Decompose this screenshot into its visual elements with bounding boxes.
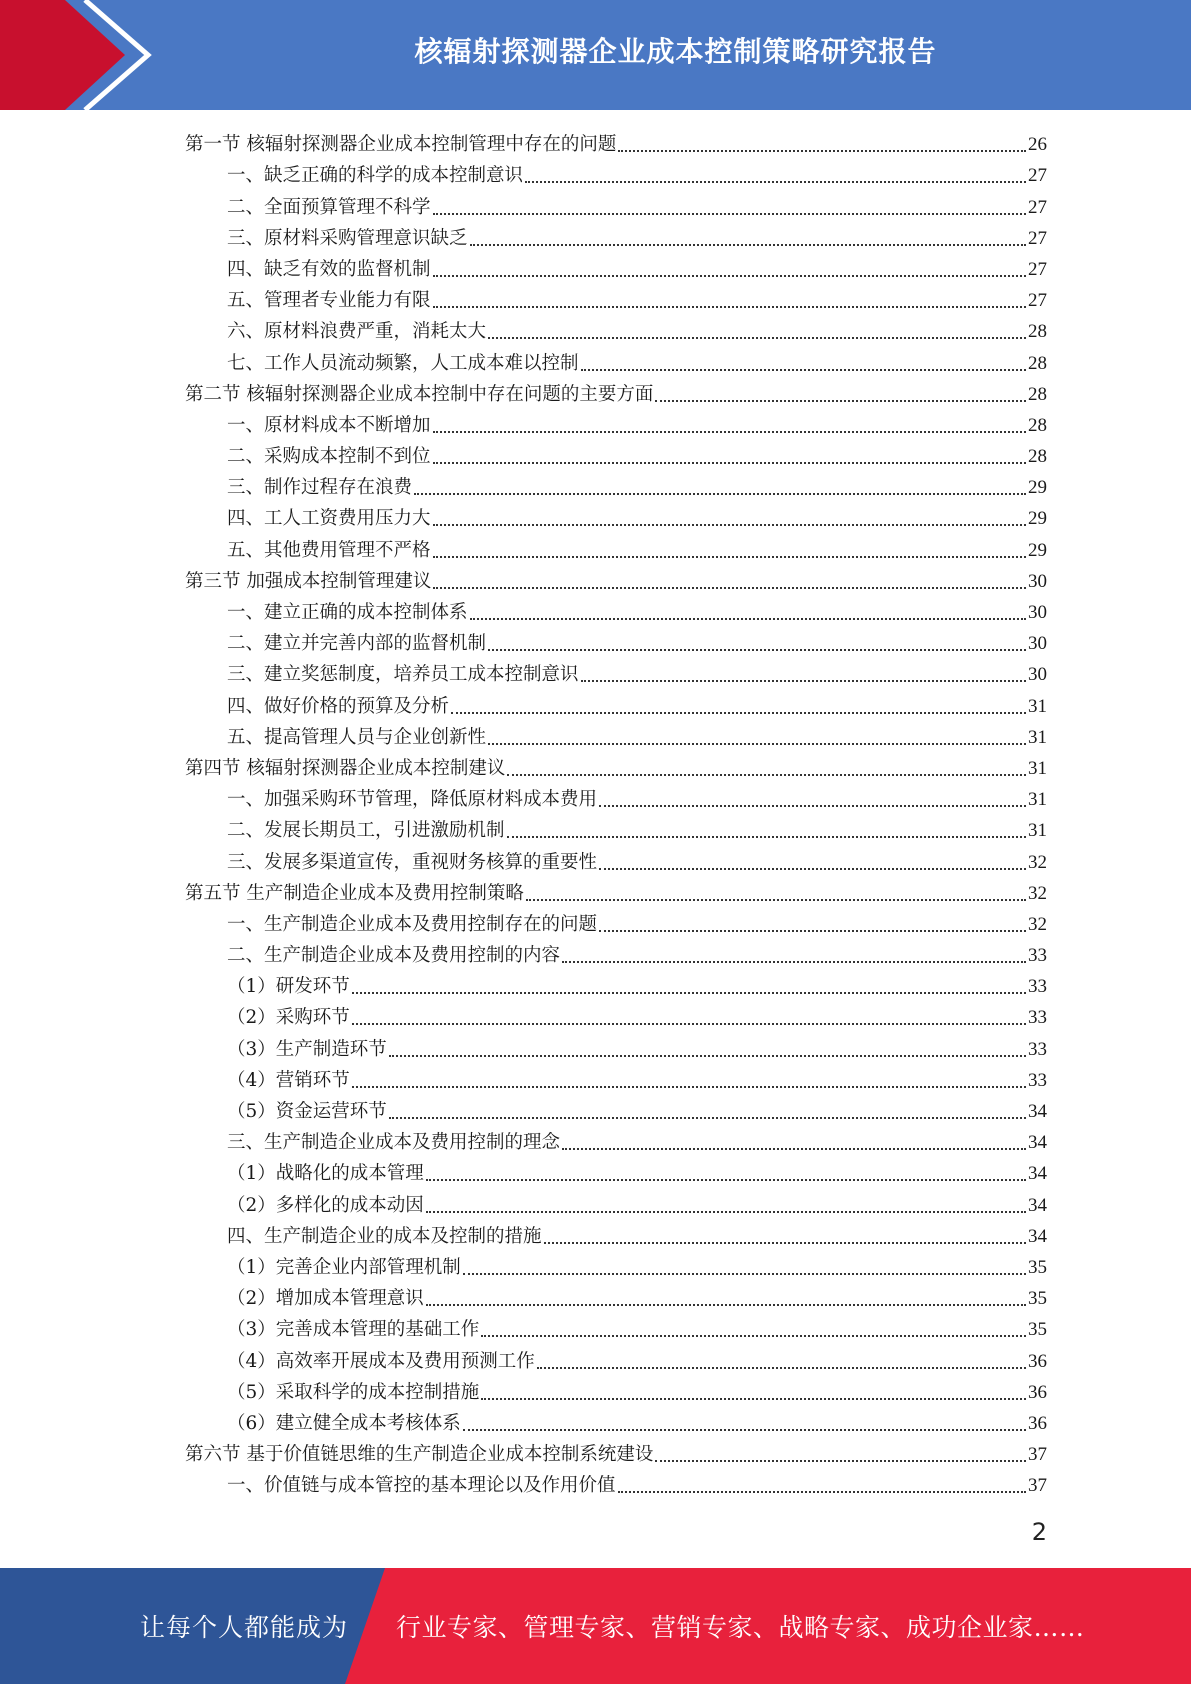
toc-entry-page: 34	[1028, 1194, 1047, 1216]
toc-entry-title: （2）增加成本管理意识	[227, 1288, 424, 1310]
toc-entry-title: 一、建立正确的成本控制体系	[227, 602, 468, 623]
toc-entry-title: （1）研发环节	[227, 976, 350, 998]
toc-entry-title: 四、工人工资费用压力大	[227, 508, 431, 530]
toc-entry[interactable]	[185, 471, 1047, 502]
toc-entry[interactable]	[185, 284, 1047, 315]
footer-slogan-left: 让每个人都能成为	[140, 1613, 349, 1642]
toc-entry-page: 36	[1028, 1350, 1047, 1372]
toc-entry-title: 一、缺乏正确的科学的成本控制意识	[227, 165, 524, 187]
toc-dot-leader	[526, 899, 1026, 901]
toc-entry-page: 30	[1028, 633, 1047, 655]
toc-entry[interactable]	[185, 658, 1047, 689]
toc-dot-leader	[488, 337, 1026, 339]
toc-entry[interactable]	[185, 752, 1047, 783]
toc-entry[interactable]	[185, 814, 1047, 845]
toc-entry-title: 一、价值链与成本管控的基本理论以及作用价值	[227, 1475, 616, 1497]
toc-dot-leader	[433, 306, 1026, 308]
toc-entry-page: 33	[1028, 1007, 1047, 1029]
toc-entry[interactable]	[185, 845, 1047, 876]
toc-entry-page: 27	[1028, 165, 1047, 187]
toc-dot-leader	[599, 805, 1026, 807]
toc-entry-page: 31	[1028, 789, 1047, 811]
toc-entry[interactable]	[185, 190, 1047, 221]
toc-entry-page: 30	[1028, 664, 1047, 686]
footer-slogan-right: 行业专家、管理专家、营销专家、战略专家、成功企业家……	[396, 1613, 1085, 1642]
toc-dot-leader	[655, 400, 1026, 402]
toc-entry-page: 34	[1028, 1163, 1047, 1185]
toc-entry[interactable]	[185, 783, 1047, 814]
toc-entry-page: 32	[1028, 882, 1047, 904]
toc-entry[interactable]	[185, 908, 1047, 939]
toc-entry-title: 第六节 基于价值链思维的生产制造企业成本控制系统建设	[185, 1444, 654, 1466]
toc-entry-title: （3）生产制造环节	[227, 1038, 387, 1060]
toc-entry[interactable]	[185, 565, 1047, 596]
toc-entry-page: 33	[1028, 945, 1047, 967]
toc-entry-page: 36	[1028, 1381, 1047, 1403]
toc-entry[interactable]	[185, 1126, 1047, 1157]
toc-entry[interactable]	[185, 1001, 1047, 1032]
toc-dot-leader	[581, 680, 1026, 682]
toc-entry-title: 四、缺乏有效的监督机制	[227, 258, 431, 280]
toc-entry-page: 26	[1028, 134, 1047, 156]
toc-entry-title: 一、加强采购环节管理，降低原材料成本费用	[227, 789, 598, 811]
toc-entry[interactable]	[185, 1469, 1047, 1500]
toc-dot-leader	[463, 1273, 1026, 1275]
toc-entry[interactable]	[185, 1344, 1047, 1375]
toc-dot-leader	[433, 587, 1026, 589]
toc-entry[interactable]	[185, 533, 1047, 564]
toc-dot-leader	[414, 493, 1026, 495]
toc-entry[interactable]	[185, 502, 1047, 533]
toc-entry-title: （5）资金运营环节	[227, 1101, 387, 1122]
toc-dot-leader	[470, 244, 1026, 246]
toc-entry-title: 一、原材料成本不断增加	[227, 414, 431, 436]
toc-entry-page: 36	[1028, 1412, 1047, 1434]
toc-entry[interactable]	[185, 346, 1047, 377]
toc-dot-leader	[463, 1429, 1026, 1431]
toc-dot-leader	[433, 275, 1026, 277]
toc-entry-page: 29	[1028, 477, 1047, 499]
toc-entry-page: 27	[1028, 258, 1047, 280]
toc-entry-page: 31	[1028, 820, 1047, 842]
toc-dot-leader	[481, 1398, 1026, 1400]
toc-dot-leader	[599, 868, 1026, 870]
toc-entry-title: 三、建立奖惩制度，培养员工成本控制意识	[227, 664, 579, 686]
toc-entry-title: 六、原材料浪费严重，消耗太大	[227, 321, 487, 343]
toc-entry-title: （3）完善成本管理的基础工作	[227, 1319, 480, 1341]
toc-entry-title: 五、其他费用管理不严格	[227, 539, 431, 561]
toc-entry-page: 27	[1028, 196, 1047, 218]
toc-dot-leader	[352, 1086, 1026, 1088]
toc-entry-page: 29	[1028, 508, 1047, 530]
toc-entry-title: 第五节 生产制造企业成本及费用控制策略	[185, 882, 524, 904]
toc-entry[interactable]	[185, 1376, 1047, 1407]
toc-entry[interactable]	[185, 315, 1047, 346]
toc-entry-title: （1）战略化的成本管理	[227, 1163, 424, 1185]
toc-entry-page: 28	[1028, 414, 1047, 436]
page-number: 2	[1031, 1518, 1047, 1546]
toc-dot-leader	[618, 150, 1026, 152]
toc-dot-leader	[470, 618, 1026, 620]
toc-entry-title: 二、发展长期员工，引进激励机制	[227, 820, 505, 842]
toc-entry-page: 30	[1028, 570, 1047, 592]
toc-entry[interactable]	[185, 1313, 1047, 1344]
toc-dot-leader	[562, 1148, 1026, 1150]
toc-entry-title: 七、工作人员流动频繁，人工成本难以控制	[227, 352, 579, 374]
toc-entry-title: 二、生产制造企业成本及费用控制的内容	[227, 945, 561, 967]
toc-entry-title: 三、原材料采购管理意识缺乏	[227, 227, 468, 249]
toc-dot-leader	[581, 369, 1026, 371]
toc-entry-title: 三、制作过程存在浪费	[227, 477, 413, 499]
toc-dot-leader	[426, 1179, 1026, 1181]
toc-entry[interactable]	[185, 378, 1047, 409]
toc-entry[interactable]	[185, 1407, 1047, 1438]
toc-entry[interactable]	[185, 970, 1047, 1001]
toc-entry-page: 27	[1028, 290, 1047, 312]
toc-entry-title: 四、做好价格的预算及分析	[227, 695, 450, 717]
toc-entry[interactable]	[185, 159, 1047, 190]
toc-dot-leader	[488, 649, 1026, 651]
toc-entry-title: （2）多样化的成本动因	[227, 1194, 424, 1216]
toc-entry-title: 三、生产制造企业成本及费用控制的理念	[227, 1132, 561, 1154]
toc-entry-title: 三、发展多渠道宣传，重视财务核算的重要性	[227, 851, 598, 873]
toc-entry[interactable]	[185, 128, 1047, 159]
toc-entry[interactable]	[185, 409, 1047, 440]
toc-entry[interactable]	[185, 1438, 1047, 1469]
toc-entry-title: （5）采取科学的成本控制措施	[227, 1381, 480, 1403]
toc-dot-leader	[433, 524, 1026, 526]
toc-entry-title: 第一节 核辐射探测器企业成本控制管理中存在的问题	[185, 134, 617, 156]
toc-entry-page: 31	[1028, 726, 1047, 748]
toc-entry-title: 第四节 核辐射探测器企业成本控制建议	[185, 757, 506, 779]
toc-entry[interactable]	[185, 1188, 1047, 1219]
toc-dot-leader	[433, 213, 1026, 215]
toc-entry-title: 五、管理者专业能力有限	[227, 290, 431, 312]
toc-entry[interactable]	[185, 222, 1047, 253]
document-title: 核辐射探测器企业成本控制策略研究报告	[414, 35, 937, 68]
toc-entry-page: 35	[1028, 1288, 1047, 1310]
toc-entry[interactable]	[185, 1095, 1047, 1126]
toc-entry-page: 32	[1028, 851, 1047, 873]
toc-entry-page: 30	[1028, 602, 1047, 623]
toc-entry-page: 28	[1028, 383, 1047, 405]
toc-dot-leader	[433, 462, 1026, 464]
toc-entry[interactable]	[185, 689, 1047, 720]
toc-entry[interactable]	[185, 596, 1047, 627]
toc-entry[interactable]	[185, 627, 1047, 658]
table-of-contents	[185, 128, 1047, 1500]
toc-entry-page: 34	[1028, 1101, 1047, 1122]
toc-dot-leader	[451, 712, 1026, 714]
toc-entry-title: （2）采购环节	[227, 1007, 350, 1029]
toc-entry-page: 27	[1028, 227, 1047, 249]
toc-dot-leader	[433, 431, 1026, 433]
toc-dot-leader	[525, 181, 1026, 183]
toc-entry-page: 34	[1028, 1132, 1047, 1154]
toc-entry-title: 二、建立并完善内部的监督机制	[227, 633, 487, 655]
toc-entry[interactable]	[185, 1157, 1047, 1188]
toc-entry-title: （1）完善企业内部管理机制	[227, 1256, 461, 1278]
toc-entry[interactable]	[185, 1282, 1047, 1313]
toc-entry-title: 一、生产制造企业成本及费用控制存在的问题	[227, 913, 598, 935]
toc-dot-leader	[352, 1023, 1026, 1025]
toc-entry-page: 32	[1028, 913, 1047, 935]
toc-entry[interactable]	[185, 1032, 1047, 1063]
toc-dot-leader	[544, 1242, 1026, 1244]
toc-entry-title: 第二节 核辐射探测器企业成本控制中存在问题的主要方面	[185, 383, 654, 405]
toc-entry[interactable]	[185, 253, 1047, 284]
toc-entry-page: 37	[1028, 1444, 1047, 1466]
toc-entry[interactable]	[185, 1220, 1047, 1251]
toc-entry-title: 五、提高管理人员与企业创新性	[227, 726, 487, 748]
toc-dot-leader	[599, 930, 1026, 932]
toc-dot-leader	[426, 1304, 1026, 1306]
toc-dot-leader	[562, 961, 1026, 963]
toc-entry-title: （4）高效率开展成本及费用预测工作	[227, 1350, 535, 1372]
toc-entry[interactable]	[185, 1064, 1047, 1095]
toc-entry-page: 34	[1028, 1225, 1047, 1247]
toc-entry-page: 33	[1028, 1069, 1047, 1091]
toc-entry-page: 31	[1028, 695, 1047, 717]
toc-entry[interactable]	[185, 939, 1047, 970]
toc-entry-title: （4）营销环节	[227, 1069, 350, 1091]
toc-entry-title: 二、全面预算管理不科学	[227, 196, 431, 218]
toc-entry-page: 33	[1028, 1038, 1047, 1060]
toc-entry[interactable]	[185, 1251, 1047, 1282]
toc-dot-leader	[655, 1460, 1026, 1462]
toc-entry-page: 29	[1028, 539, 1047, 561]
toc-entry[interactable]	[185, 877, 1047, 908]
toc-entry-title: （6）建立健全成本考核体系	[227, 1412, 461, 1434]
toc-entry-page: 35	[1028, 1319, 1047, 1341]
toc-entry-page: 28	[1028, 446, 1047, 468]
toc-dot-leader	[507, 836, 1026, 838]
toc-entry-title: 二、采购成本控制不到位	[227, 446, 431, 468]
toc-dot-leader	[433, 556, 1026, 558]
toc-entry-page: 35	[1028, 1256, 1047, 1278]
header-banner	[0, 0, 1191, 110]
toc-dot-leader	[389, 1117, 1026, 1119]
footer-banner	[0, 1568, 1191, 1684]
toc-dot-leader	[352, 992, 1026, 994]
toc-dot-leader	[426, 1211, 1026, 1213]
toc-entry-page: 28	[1028, 352, 1047, 374]
toc-entry-title: 四、生产制造企业的成本及控制的措施	[227, 1225, 542, 1247]
toc-entry-page: 33	[1028, 976, 1047, 998]
toc-dot-leader	[618, 1491, 1026, 1493]
toc-dot-leader	[507, 774, 1026, 776]
toc-entry-page: 28	[1028, 321, 1047, 343]
toc-entry-page: 37	[1028, 1475, 1047, 1497]
toc-entry-title: 第三节 加强成本控制管理建议	[185, 570, 432, 592]
toc-entry[interactable]	[185, 440, 1047, 471]
toc-entry-page: 31	[1028, 757, 1047, 779]
toc-dot-leader	[537, 1367, 1026, 1369]
toc-entry[interactable]	[185, 721, 1047, 752]
toc-dot-leader	[389, 1055, 1026, 1057]
toc-dot-leader	[481, 1335, 1026, 1337]
toc-dot-leader	[488, 743, 1026, 745]
